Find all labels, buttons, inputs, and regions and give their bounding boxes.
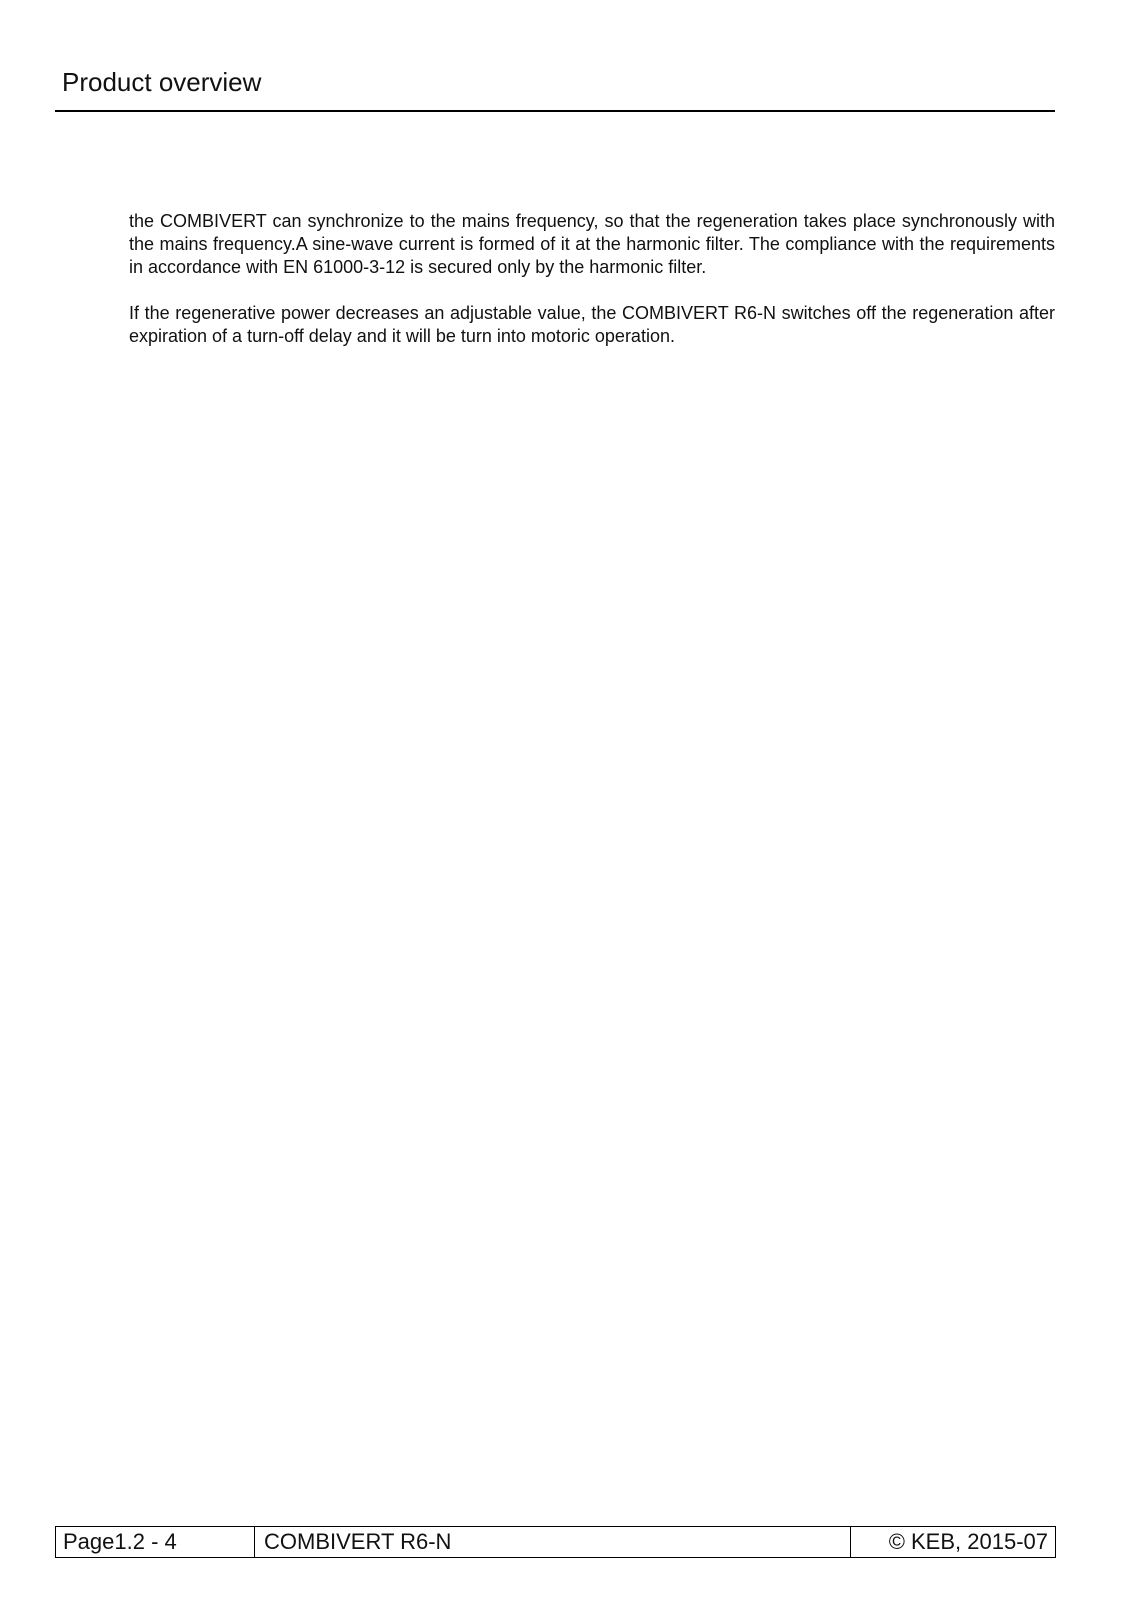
footer-page-number: Page1.2 - 4 xyxy=(56,1527,255,1557)
paragraph-regeneration-switch-off: If the regenerative power decreases an adjustable value, the COMBIVERT R6-N switches off the regeneration after expiration of a turn-off delay and it will be turn into motoric operation. xyxy=(129,303,1055,346)
section-title: Product overview xyxy=(62,67,262,97)
footer-copyright: © KEB, 2015-07 xyxy=(888,1529,1048,1554)
page-footer xyxy=(55,1526,1056,1558)
footer-product-name: COMBIVERT R6-N xyxy=(255,1527,851,1557)
body-text xyxy=(129,210,1055,371)
paragraph-synchronization: the COMBIVERT can synchronize to the mains frequency, so that the regeneration takes place synchronously with the mains frequency.A sine-wave current is formed of it at the harmonic filter. The compliance with the requirements in accordance with EN 61000-3-12 is secured only by the harmonic filter. xyxy=(129,211,1055,277)
page-header xyxy=(55,62,1055,112)
